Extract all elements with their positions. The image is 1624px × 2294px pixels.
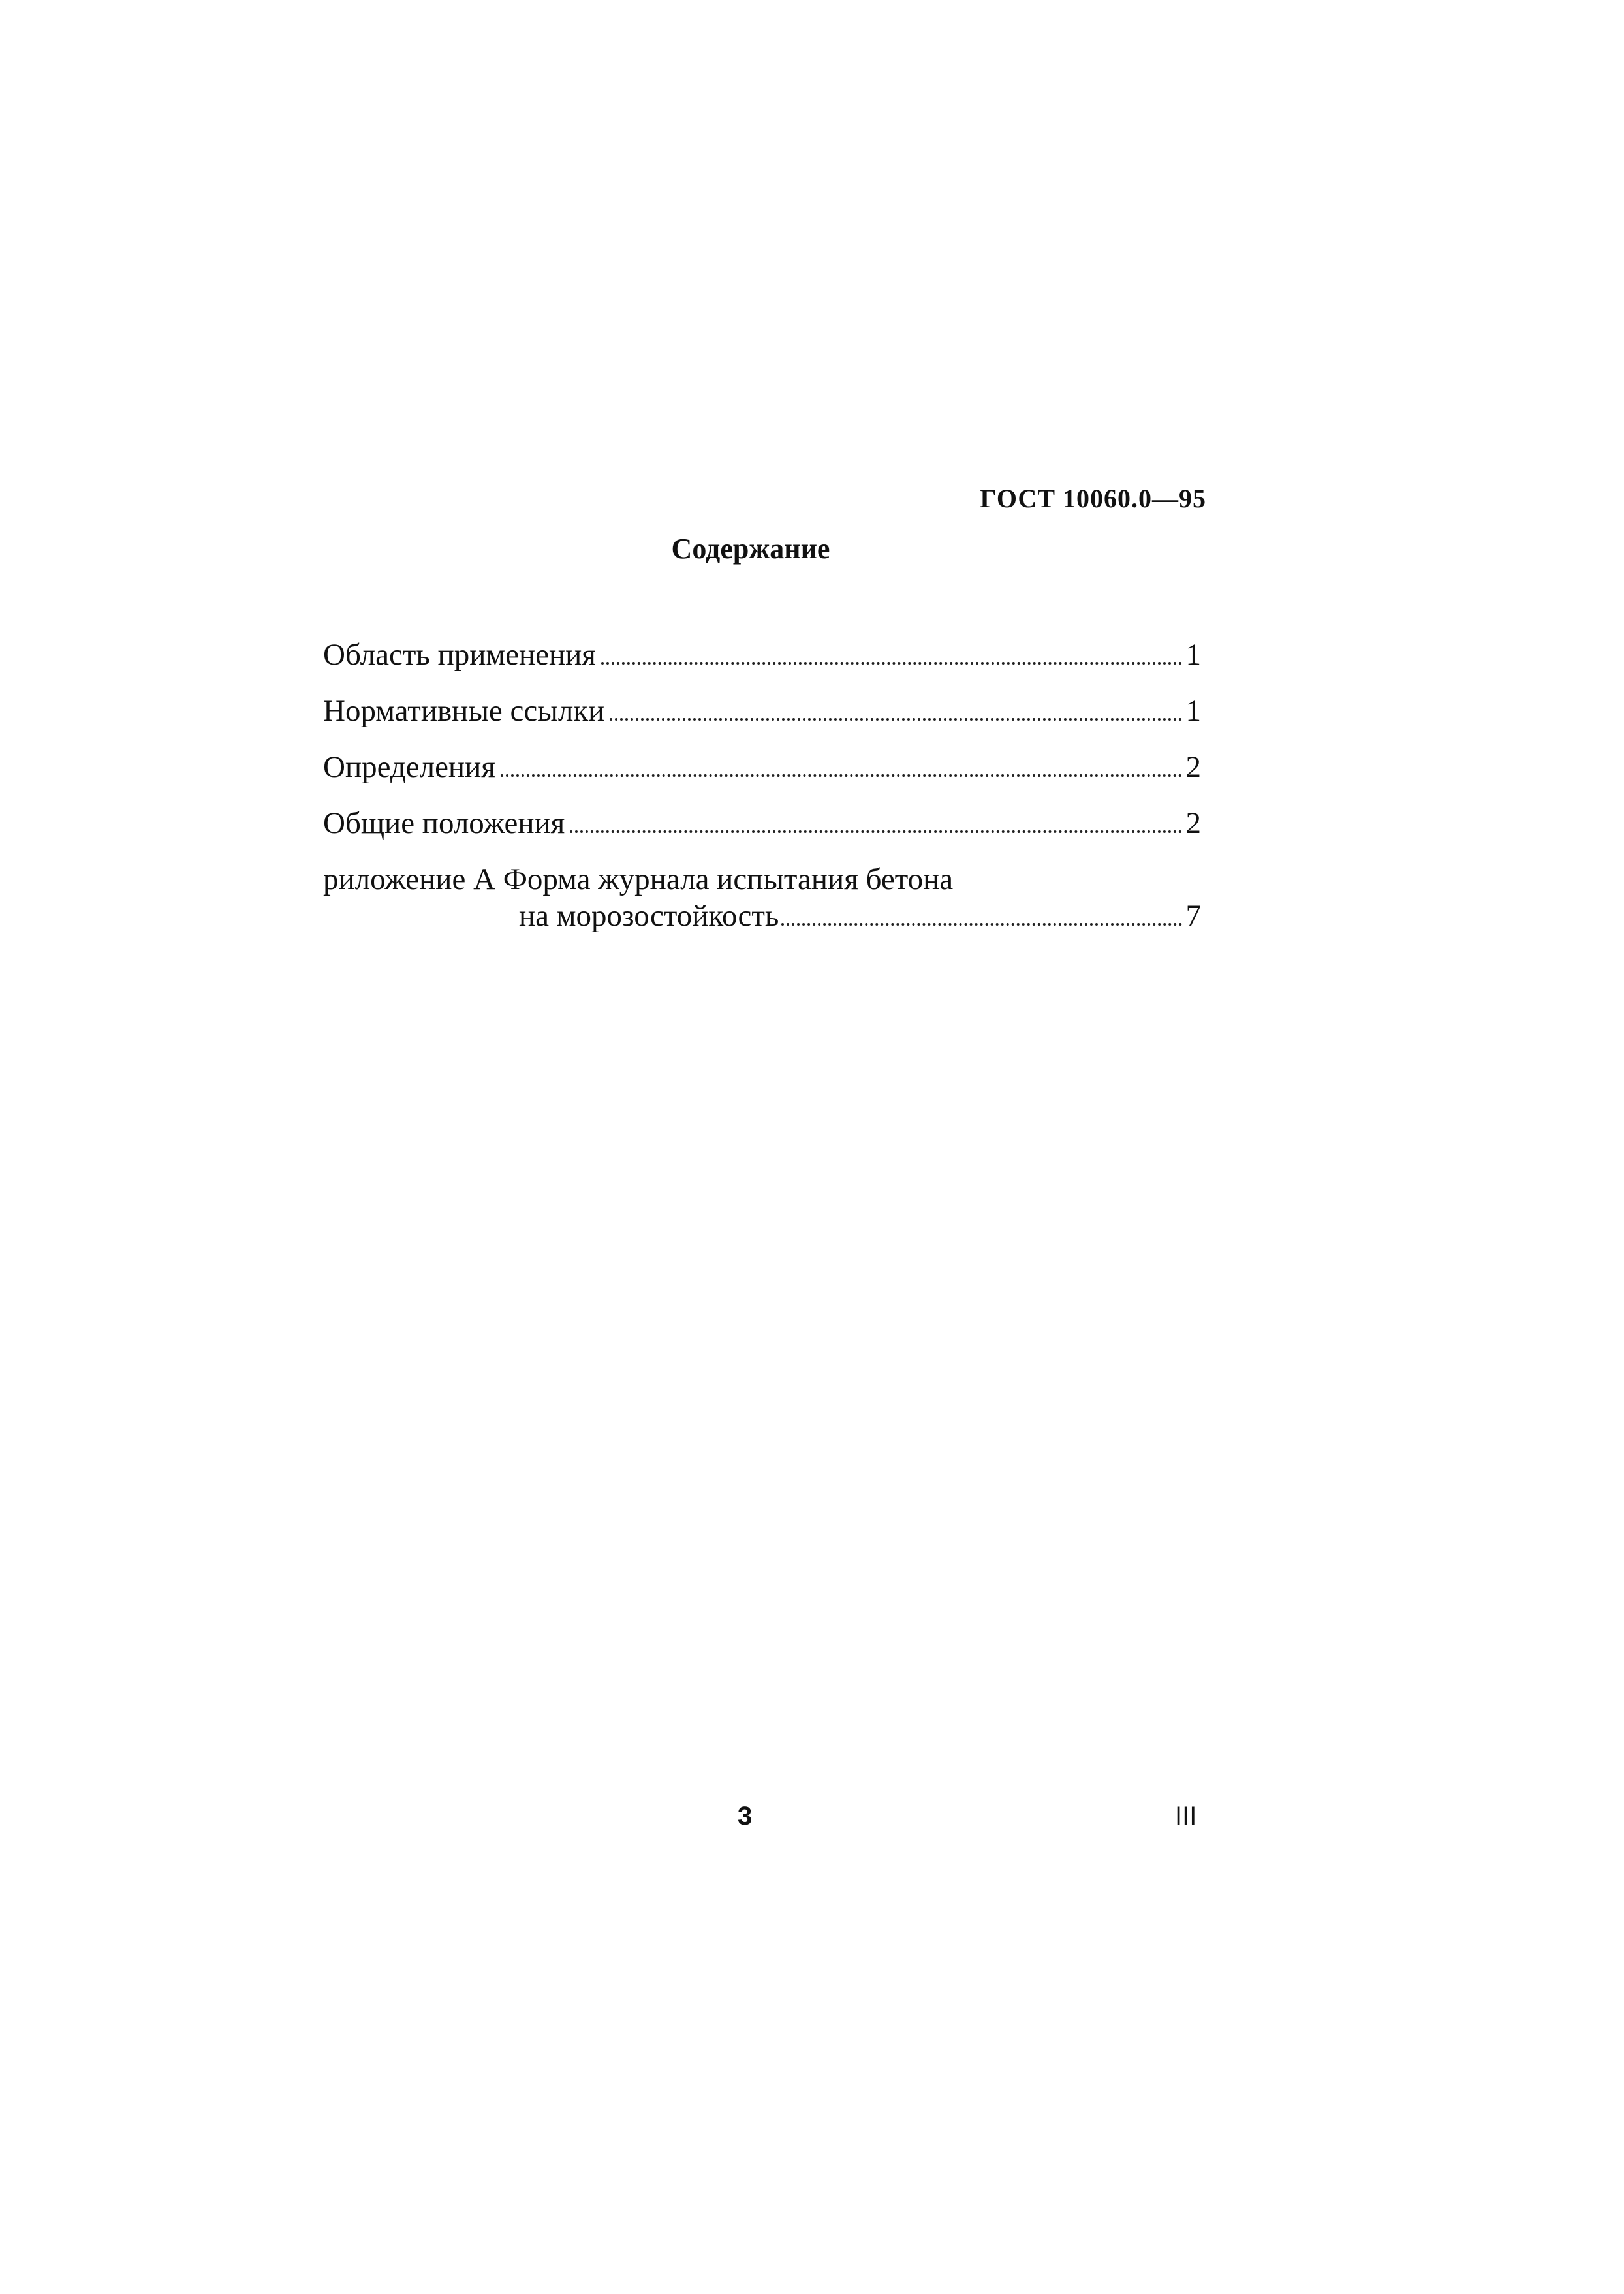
toc-entry-page: 2: [1185, 806, 1201, 840]
toc-entry-label: Нормативные ссылки: [323, 694, 605, 728]
toc-dot-leader: [781, 923, 1181, 926]
toc-entry-page: 7: [1185, 899, 1201, 933]
toc-entry-label: Область применения: [323, 638, 596, 672]
toc-entry-page: 1: [1185, 638, 1201, 672]
toc-entry-general-provisions[interactable]: [323, 807, 1201, 863]
toc-appendix-title-line1: риложение А Форма журнала испытания бетона: [323, 862, 954, 896]
toc-entry-definitions[interactable]: [323, 751, 1201, 807]
footer-page-number: 3: [738, 1802, 753, 1830]
toc-entry-label: Общие положения: [323, 806, 565, 840]
toc-dot-leader: [610, 718, 1181, 721]
toc-appendix-title-line2: на морозостойкость: [519, 899, 779, 933]
toc-dot-leader: [570, 830, 1181, 833]
toc-entry-page: 1: [1185, 694, 1201, 728]
toc-entry-normative-references[interactable]: [323, 695, 1201, 751]
toc-dot-leader: [501, 774, 1182, 777]
toc-entry-label: Определения: [323, 750, 495, 784]
toc-title: Содержание: [671, 533, 830, 565]
toc-dot-leader: [601, 662, 1182, 665]
document-code: ГОСТ 10060.0—95: [980, 484, 1206, 513]
toc-entry-scope[interactable]: [323, 638, 1201, 695]
table-of-contents: [323, 638, 1201, 934]
toc-entry-appendix-a[interactable]: [323, 863, 1201, 934]
toc-entry-page: 2: [1185, 750, 1201, 784]
footer-roman-page: III: [1175, 1802, 1197, 1830]
